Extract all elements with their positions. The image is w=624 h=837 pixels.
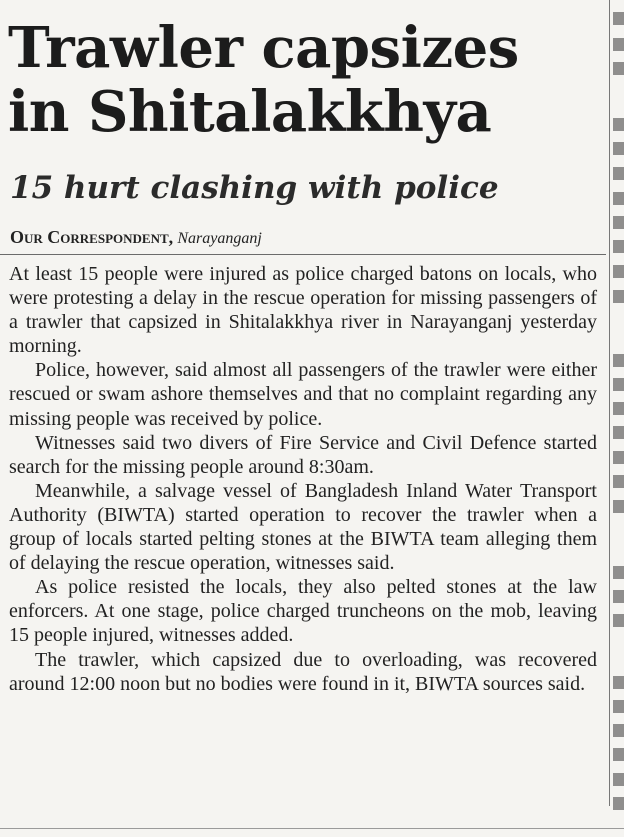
paragraph: Police, however, said almost all passengers of the trawler were either rescued or swam ashore themselves and that no complaint regarding any missing people was received by police. <box>9 359 597 430</box>
page-bottom-rule <box>0 828 624 829</box>
byline-location: Narayanganj <box>177 230 262 247</box>
subheadline: 15 hurt clashing with police <box>10 170 499 206</box>
byline-divider <box>0 254 606 255</box>
article-body <box>9 262 597 696</box>
paragraph: As police resisted the locals, they also pelted stones at the law enforcers. At one stage, police charged truncheons on the mob, leaving 15 people injured, witnesses added. <box>9 576 597 647</box>
paragraph: At least 15 people were injured as police charged batons on locals, who were protesting a delay in the rescue operation for missing passengers of a trawler that capsized in Shitalakkhya river in Narayanganj yesterday morning. <box>9 263 597 358</box>
adjacent-column-fragment <box>612 0 624 837</box>
paragraph: Witnesses said two divers of Fire Service and Civil Defence started search for the missing people around 8:30am. <box>9 431 597 478</box>
paragraph: The trawler, which capsized due to overloading, was recovered around 12:00 noon but no bodies were found in it, BIWTA sources said. <box>9 648 597 695</box>
headline: Trawler capsizes in Shitalakkhya <box>8 15 519 145</box>
column-divider <box>609 0 610 806</box>
byline <box>10 226 600 250</box>
byline-author: Our Correspondent, <box>10 227 174 247</box>
paragraph: Meanwhile, a salvage vessel of Bangladesh Inland Water Transport Authority (BIWTA) started operation to recover the trawler when a group of locals started pelting stones at the BIWTA team alleging them of delaying the rescue operation, witnesses said. <box>9 479 597 575</box>
